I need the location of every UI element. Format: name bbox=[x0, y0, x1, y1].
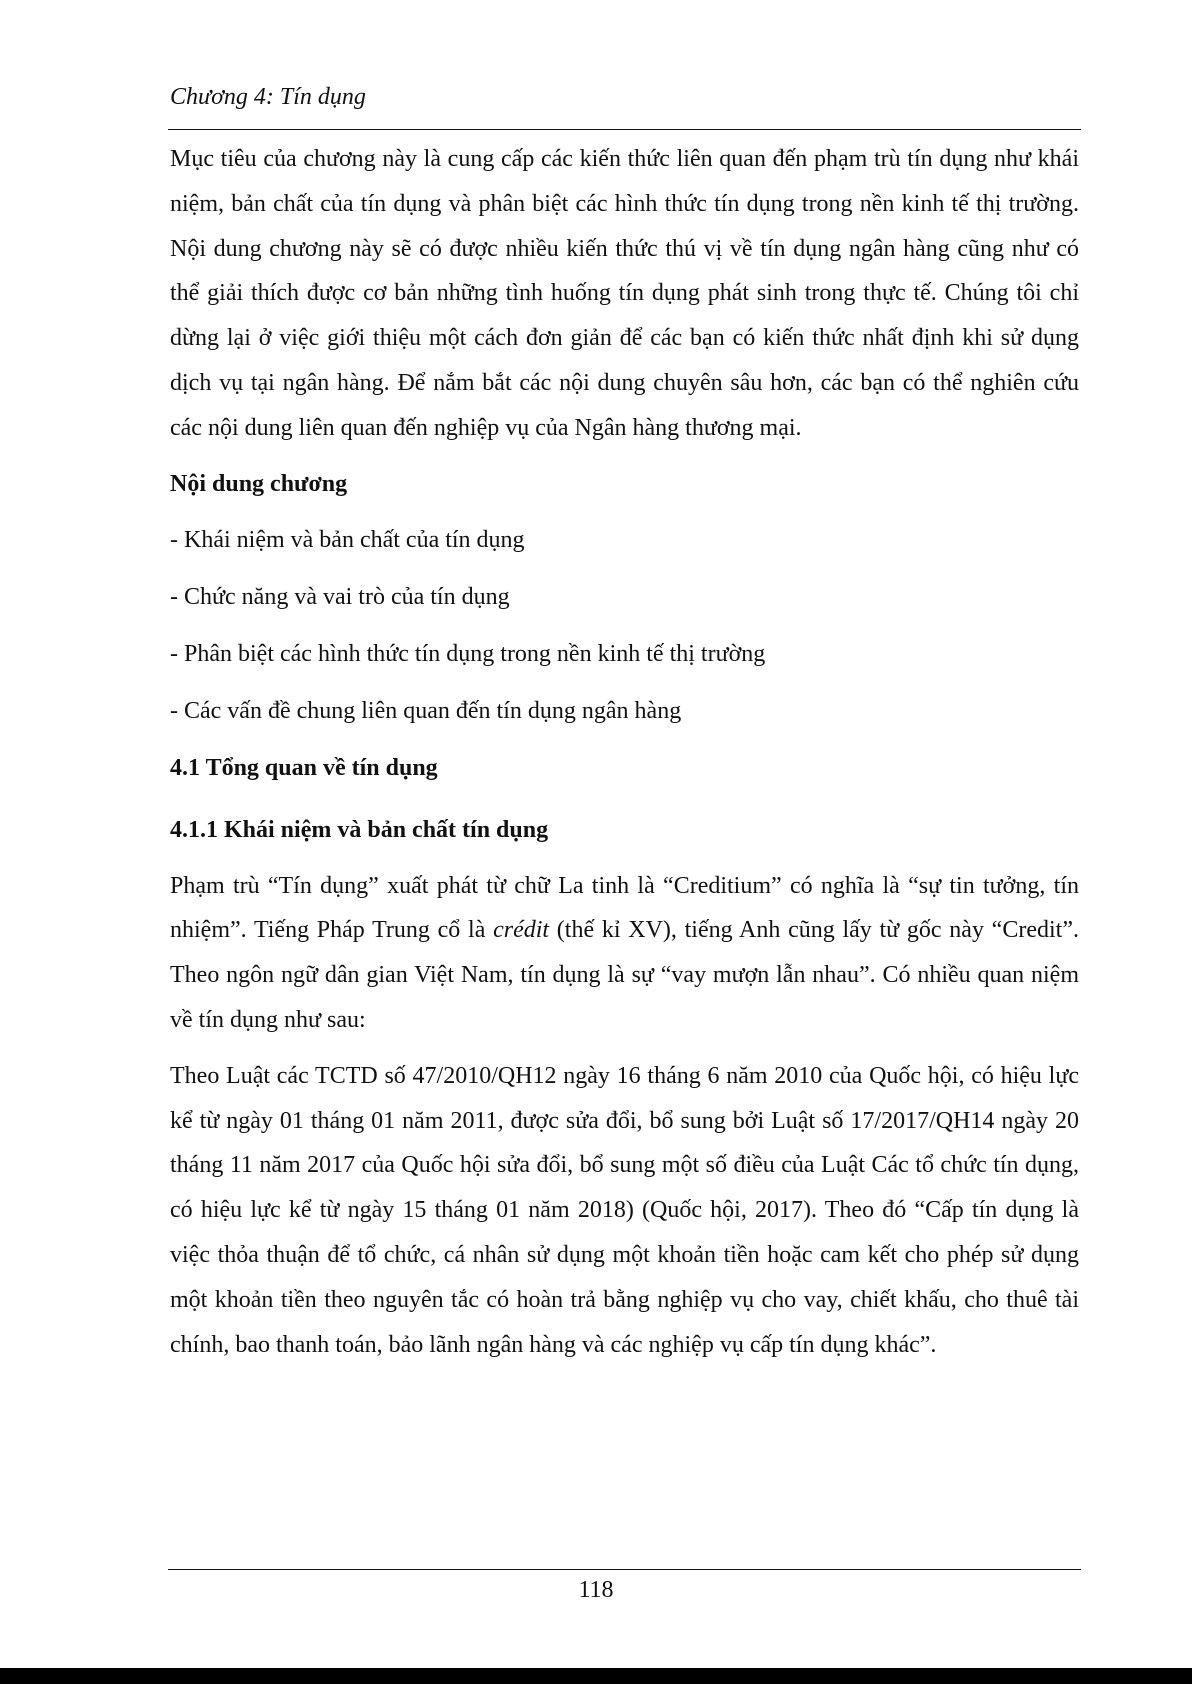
chapter-contents-item: - Khái niệm và bản chất của tín dụng bbox=[170, 526, 525, 553]
running-header: Chương 4: Tín dụng bbox=[170, 84, 366, 110]
section-4-1-heading: 4.1 Tổng quan về tín dụng bbox=[170, 754, 438, 781]
etymology-italic-word: crédit bbox=[493, 917, 550, 944]
page-body bbox=[170, 137, 1079, 1367]
header-rule bbox=[168, 129, 1081, 130]
page-number: 118 bbox=[578, 1577, 614, 1603]
chapter-contents-item: - Chức năng và vai trò của tín dụng bbox=[170, 583, 510, 610]
scan-bottom-band bbox=[0, 1668, 1192, 1684]
law-definition-paragraph: Theo Luật các TCTD số 47/2010/QH12 ngày 16 tháng 6 năm 2010 của Quốc hội, có hiệu lực kể từ ngày 01 tháng 01 năm 2011, được sửa đổi, bổ sung bởi Luật số 17/2017/QH14 ngày 20 tháng 11 năm 2017 của Quốc hội sửa đổi, bổ sung một số điều của Luật Các tổ chức tín dụng, có hiệu lực kể từ ngày 15 tháng 01 năm 2018) (Quốc hội, 2017). Theo đó “Cấp tín dụng là việc thỏa thuận để tổ chức, cá nhân sử dụng một khoản tiền hoặc cam kết cho phép sử dụng một khoản tiền theo nguyên tắc có hoàn trả bằng nghiệp vụ cho vay, chiết khấu, cho thuê tài chính, bao thanh toán, bảo lãnh ngân hàng và các nghiệp vụ cấp tín dụng khác”. bbox=[170, 1062, 1079, 1358]
etymology-paragraph bbox=[170, 864, 1079, 1043]
etymology-text-end: (thế kỉ XV), tiếng Anh cũng lấy từ gốc này “Credit”. Theo ngôn ngữ dân gian Việt Nam, tín dụng là sự “vay mượn lẫn nhau”. Có nhiều quan niệm về tín dụng như sau: bbox=[170, 917, 1079, 1033]
footer-rule bbox=[168, 1569, 1081, 1570]
chapter-contents-heading: Nội dung chương bbox=[170, 470, 348, 497]
section-4-1-1-heading: 4.1.1 Khái niệm và bản chất tín dụng bbox=[170, 816, 549, 843]
intro-paragraph: Mục tiêu của chương này là cung cấp các kiến thức liên quan đến phạm trù tín dụng như khái niệm, bản chất của tín dụng và phân biệt các hình thức tín dụng trong nền kinh tế thị trường. Nội dung chương này sẽ có được nhiều kiến thức thú vị về tín dụng ngân hàng cũng như có thể giải thích được cơ bản những tình huống tín dụng phát sinh trong thực tế. Chúng tôi chỉ dừng lại ở việc giới thiệu một cách đơn giản để các bạn có kiến thức nhất định khi sử dụng dịch vụ tại ngân hàng. Để nắm bắt các nội dung chuyên sâu hơn, các bạn có thể nghiên cứu các nội dung liên quan đến nghiệp vụ của Ngân hàng thương mại. bbox=[170, 146, 1079, 441]
etymology-text-start: Phạm trù “Tín dụng” xuất phát từ chữ La tinh là “Creditium” có nghĩa là “sự tin tưởng, tín nhiệm”. Tiếng Pháp Trung cổ là bbox=[170, 872, 1079, 944]
chapter-contents-item: - Phân biệt các hình thức tín dụng trong nền kinh tế thị trường bbox=[170, 640, 766, 667]
chapter-contents-item: - Các vấn đề chung liên quan đến tín dụng ngân hàng bbox=[170, 697, 682, 724]
